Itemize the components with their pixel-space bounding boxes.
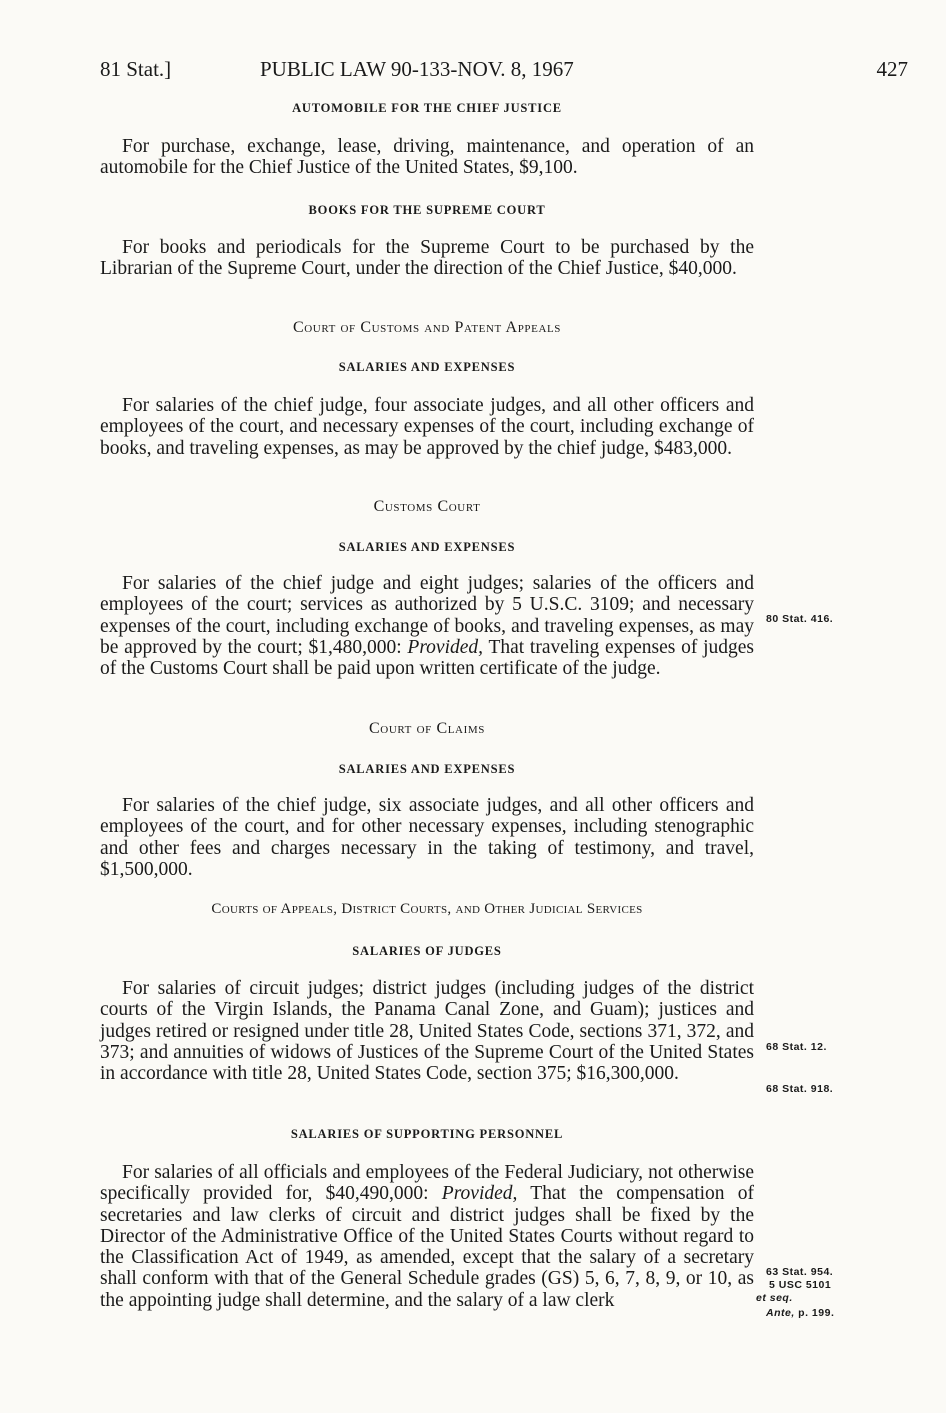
margin-note-appeals-2: 68 Stat. 918. [766,1083,834,1095]
paragraph-ccpa: For salaries of the chief judge, four associate judges, and all other officers and employees of the court, and necessary expenses of the court, including exchange of books, and traveling expenses, as may be approved by the chief judge, $483,000. [100,395,754,459]
section-heading-personnel: SALARIES OF SUPPORTING PERSONNEL [290,1127,564,1141]
title-customs-court: Customs Court [373,498,481,515]
paragraph-automobile: For purchase, exchange, lease, driving, maintenance, and operation of an automobile for the Chief Justice of the United States, $9,100. [100,136,754,179]
proviso-word: Provided, [407,636,484,658]
title-ccpa: Court of Customs and Patent Appeals [292,319,562,336]
proviso-word: Provided, [441,1183,518,1205]
volume-reference: 81 Stat.] [100,57,172,81]
paragraph-judge-salaries: For salaries of circuit judges; district judges (including judges of the district courts of the Virgin Islands, the Panama Canal Zone, and Guam); justices and judges retired or resigned under title 28, United States Code, sections 371, 372, and 373; and annuities of widows of Justices of the Supreme Court of the United States in accordance with title 28, United States Code, section 375; $16,300,000. [100,978,754,1085]
section-heading-claims: SALARIES AND EXPENSES [338,762,516,776]
page-number: 427 [876,57,908,81]
paragraph-claims: For salaries of the chief judge, six associate judges, and all other officers and employees of the court, and for other necessary expenses, including stenographic and other fees and charges necessary in the taking of testimony, and travel, $1,500,000. [100,795,754,880]
section-heading-judges: SALARIES OF JUDGES [352,944,502,958]
section-heading-automobile: AUTOMOBILE FOR THE CHIEF JUSTICE [292,101,562,115]
margin-note-appeals-1: 68 Stat. 12. [766,1041,827,1053]
margin-note-personnel: 63 Stat. 954. 5 USC 5101 et seq. Ante, p. 199. [756,1266,835,1319]
running-title: PUBLIC LAW 90-133-NOV. 8, 1967 [260,57,574,81]
page-header [100,57,908,87]
title-courts-of-appeals: Courts of Appeals, District Courts, and Other Judicial Services [211,901,643,917]
paragraph-personnel: For salaries of all officials and employees of the Federal Judiciary, not otherwise specifically provided for, $40,490,000: Provided, That the compensation of secretaries and law clerks of circuit and district judges shall be fixed by the Director of the Administrative Office of the United States Courts without regard to the Classification Act of 1949, as amended, except that the salary of a secretary shall conform with that of the General Schedule grades (GS) 5, 6, 7, 8, 9, or 10, as the appointing judge shall determine, and the salary of a law clerk [100,1162,755,1311]
paragraph-books: For books and periodicals for the Supreme Court to be purchased by the Librarian of the Supreme Court, under the direction of the Chief Justice, $40,000. [100,237,754,280]
title-court-of-claims: Court of Claims [369,720,485,737]
margin-note-customs: 80 Stat. 416. [766,613,834,625]
section-heading-ccpa: SALARIES AND EXPENSES [338,360,516,374]
section-heading-books: BOOKS FOR THE SUPREME COURT [308,203,546,217]
section-heading-customs: SALARIES AND EXPENSES [338,540,516,554]
paragraph-customs: For salaries of the chief judge and eight judges; salaries of the officers and employees of the court; services as authorized by 5 U.S.C. 3109; and necessary expenses of the court, including exchange of books, and traveling expenses, as may be approved by the court; $1,480,000: Provided, That traveling expenses of judges of the Customs Court shall be paid upon written certificate of the judge. [100,573,754,680]
